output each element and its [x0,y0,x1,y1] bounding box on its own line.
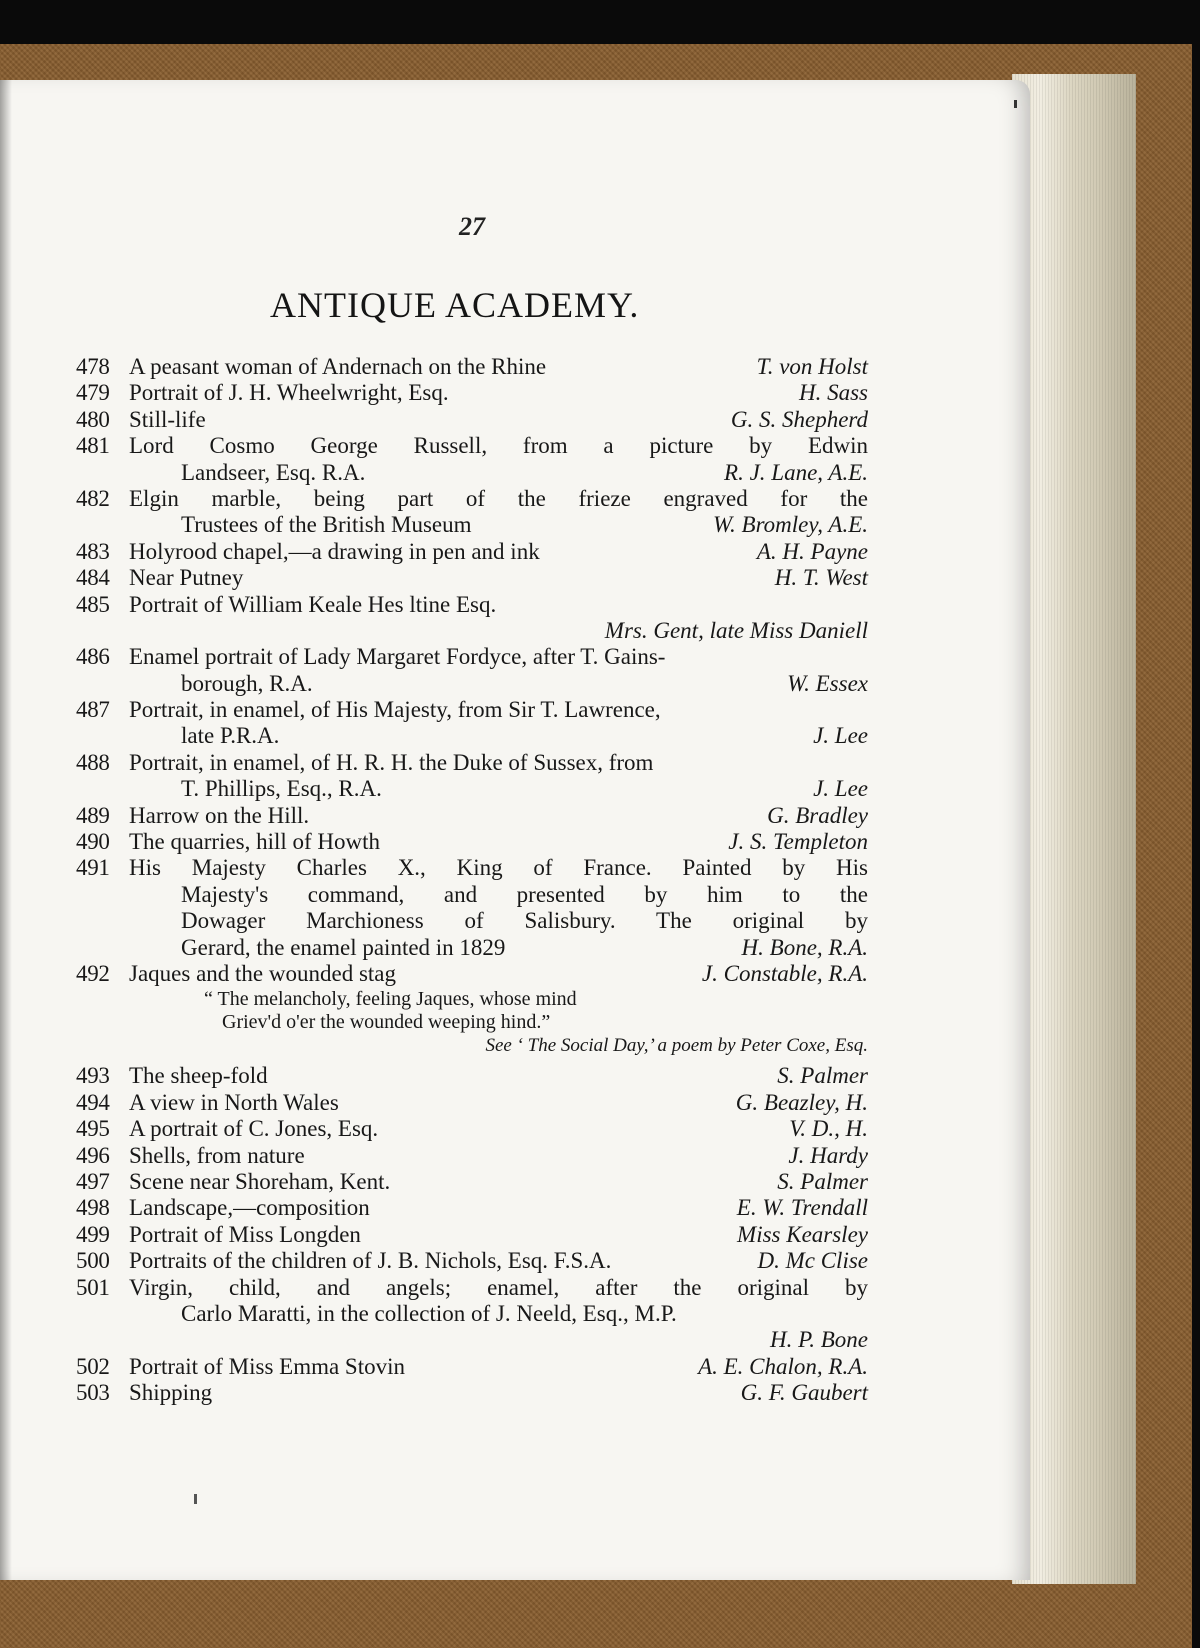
list-item [76,829,868,855]
list-item [76,803,868,829]
entry-title: The sheep-fold [129,1063,268,1089]
list-item [76,1275,868,1301]
list-item-continuation [76,723,868,749]
entry-title: Portrait of William Keale Hes ltine Esq. [129,591,497,617]
list-item [76,750,868,776]
list-item-continuation [76,776,868,802]
entry-artist: W. Essex [787,670,868,696]
entry-number: 480 [76,406,110,432]
list-item [76,486,868,512]
entry-artist: A. E. Chalon, R.A. [698,1353,868,1379]
list-item-continuation [76,671,868,697]
page-gutter-shadow [0,80,12,1580]
entry-number: 490 [76,829,110,855]
entry-number: 479 [76,380,110,406]
list-item [76,855,868,881]
entry-number: 482 [76,485,110,511]
entry-number: 502 [76,1353,110,1379]
entry-artist: Miss Kearsley [737,1221,868,1247]
entry-artist: R. J. Lane, A.E. [724,459,868,485]
entry-artist: T. von Holst [756,354,868,379]
list-item [76,565,868,591]
entry-title: Portrait of Miss Longden [129,1221,361,1247]
entry-number: 481 [76,433,110,459]
entry-title-continued: Landseer, Esq. R.A. [181,459,366,485]
list-item-continuation [76,1301,868,1327]
entry-number: 489 [76,802,110,828]
list-item [76,354,868,380]
list-item [76,961,868,987]
entry-title: Enamel portrait of Lady Margaret Fordyce, after T. Gains- [129,644,666,670]
entry-artist: D. Mc Clise [757,1248,868,1274]
list-item-continuation [76,935,868,961]
entry-title: Virgin, child, and angels; enamel, after the original by [129,1274,868,1300]
list-item-continuation [76,618,868,644]
list-item [76,1143,868,1169]
entry-number: 497 [76,1168,110,1194]
page-speck [1014,100,1017,108]
quote-line: “ The melancholy, feeling Jaques, whose mind [204,988,577,1011]
list-item [76,1116,868,1142]
entry-title-continued: Dowager Marchioness of Salisbury. The original by [181,908,868,934]
entry-artist: H. T. West [774,565,868,591]
list-item [76,380,868,406]
quote-attribution: See ‘ The Social Day,’ a poem by Peter Coxe, Esq. [485,1035,868,1057]
entry-title-continued: late P.R.A. [181,723,280,749]
entry-artist: Mrs. Gent, late Miss Daniell [604,617,868,643]
entry-artist: J. Lee [813,776,868,802]
entry-title-continued: Carlo Maratti, in the collection of J. Neeld, Esq., M.P. [181,1300,677,1326]
list-item [76,1248,868,1274]
entry-title: Portrait, in enamel, of His Majesty, from Sir T. Lawrence, [129,697,661,723]
entry-title: His Majesty Charles X., King of France. Painted by His [129,855,868,881]
entry-number: 484 [76,565,110,591]
entry-title: A portrait of C. Jones, Esq. [129,1116,379,1142]
entry-title-continued: Gerard, the enamel painted in 1829 [181,934,506,960]
entry-title: Portrait of Miss Emma Stovin [129,1353,405,1379]
entry-artist: S. Palmer [777,1063,868,1089]
entry-title: Shipping [129,1380,213,1406]
list-item [76,1380,868,1406]
entry-number: 495 [76,1116,110,1142]
entry-title-continued: T. Phillips, Esq., R.A. [181,776,382,802]
entry-number: 503 [76,1380,110,1406]
entry-artist: G. Beazley, H. [735,1089,868,1115]
entry-artist: J. Constable, R.A. [701,960,868,986]
quote-block [76,987,868,1063]
entry-title: Portrait, in enamel, of H. R. H. the Duke of Sussex, from [129,749,654,775]
entry-title: Scene near Shoreham, Kent. [129,1168,391,1194]
entry-number: 494 [76,1089,110,1115]
entry-number: 486 [76,644,110,670]
page-number: 27 [459,212,485,241]
entry-artist: V. D., H. [789,1116,868,1142]
entry-artist: J. Hardy [788,1142,868,1168]
list-item-continuation [76,882,868,908]
list-item [76,644,868,670]
list-item-continuation [76,908,868,934]
entry-artist: J. Lee [813,723,868,749]
list-item-continuation [76,460,868,486]
quote-line: Griev'd o'er the wounded weeping hind.” [222,1011,551,1034]
list-item [76,1222,868,1248]
list-item [76,592,868,618]
entry-artist: G. Bradley [767,802,868,828]
entry-title-continued: Majesty's command, and presented by him to the [181,881,868,907]
entry-number: 483 [76,538,110,564]
list-item [76,1063,868,1089]
list-item-continuation [76,512,868,538]
ink-mark [194,1494,197,1504]
entry-number: 491 [76,855,110,881]
list-item [76,407,868,433]
list-item [76,697,868,723]
entry-artist: G. F. Gaubert [740,1380,868,1406]
entry-title: Portrait of J. H. Wheelwright, Esq. [129,380,449,406]
list-item [76,1354,868,1380]
entry-title: Near Putney [129,565,244,591]
entry-number: 487 [76,697,110,723]
entry-number: 485 [76,591,110,617]
catalogue-list [76,354,868,1406]
entry-artist: S. Palmer [777,1168,868,1194]
page-fore-edge [1012,74,1136,1584]
entry-title: A peasant woman of Andernach on the Rhine [129,354,547,379]
entry-title: The quarries, hill of Howth [129,829,381,855]
list-item [76,1169,868,1195]
entry-artist: A. H. Payne [756,538,868,564]
entry-title-continued: borough, R.A. [181,670,313,696]
entry-artist: E. W. Trendall [736,1195,868,1221]
entry-artist: H. P. Bone [770,1327,868,1353]
entry-number: 478 [76,354,110,379]
list-item [76,1090,868,1116]
entry-artist: J. S. Templeton [728,829,868,855]
entry-artist: H. Sass [798,380,868,406]
list-item-continuation [76,1327,868,1353]
entry-title: Shells, from nature [129,1142,305,1168]
entry-number: 492 [76,960,110,986]
entry-title: Harrow on the Hill. [129,802,310,828]
entry-number: 498 [76,1195,110,1221]
entry-title: Jaques and the wounded stag [129,960,396,986]
entry-artist: G. S. Shepherd [730,406,868,432]
list-item [76,1195,868,1221]
entry-title-continued: Trustees of the British Museum [181,512,472,538]
entry-artist: W. Bromley, A.E. [712,512,868,538]
list-item [76,433,868,459]
entry-number: 493 [76,1063,110,1089]
entry-title: Portraits of the children of J. B. Nichols, Esq. F.S.A. [129,1248,612,1274]
entry-artist: H. Bone, R.A. [741,934,868,960]
entry-title: A view in North Wales [129,1089,339,1115]
entry-number: 500 [76,1248,110,1274]
entry-title: Lord Cosmo George Russell, from a picture by Edwin [129,433,868,459]
entry-number: 496 [76,1142,110,1168]
entry-title: Elgin marble, being part of the frieze engraved for the [129,485,868,511]
entry-number: 488 [76,749,110,775]
entry-title: Holyrood chapel,—a drawing in pen and ink [129,538,540,564]
entry-number: 499 [76,1221,110,1247]
page-title: ANTIQUE ACADEMY. [270,285,640,325]
entry-title: Still-life [129,406,206,432]
list-item [76,539,868,565]
entry-title: Landscape,—composition [129,1195,370,1221]
entry-number: 501 [76,1274,110,1300]
